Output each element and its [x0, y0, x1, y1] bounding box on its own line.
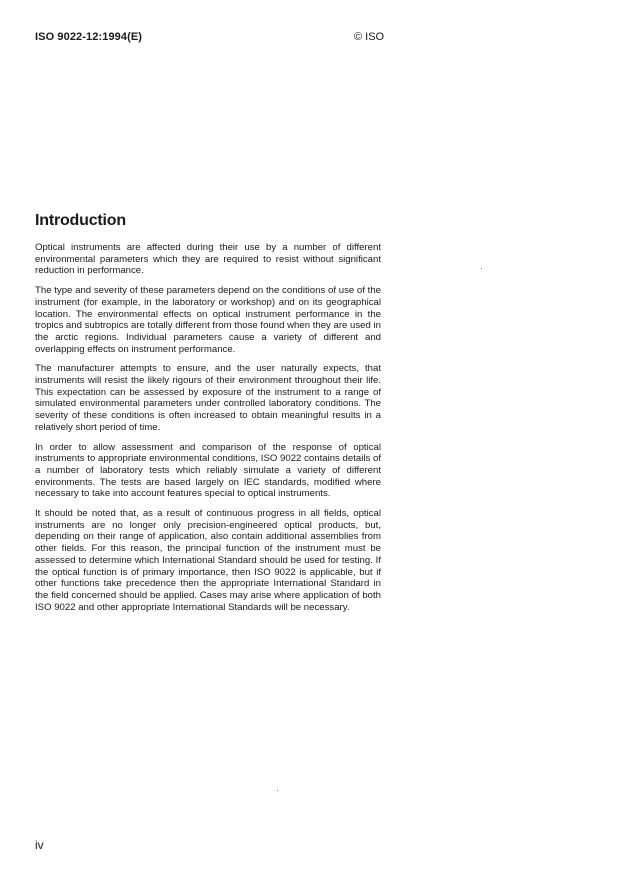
paragraph: The type and severity of these parameters depend on the conditions of use of the instrument (for example, in the laboratory or workshop) and on its geographical location. The environmental effects on optical instrument performance in the tropics and subtropics are totally different from those found when they are used in the arctic regions. Individual parameters cause a variety of different and overlapping effects on instrument performance. — [35, 285, 381, 355]
introduction-body — [35, 242, 381, 621]
page-number: iv — [35, 838, 44, 852]
section-title: Introduction — [35, 212, 126, 229]
standard-reference: ISO 9022-12:1994(E) — [35, 31, 143, 43]
scan-speck — [277, 790, 278, 791]
paragraph: The manufacturer attempts to ensure, and the user naturally expects, that instruments will resist the likely rigours of their environment throughout their life. This expectation can be assessed by exposure of the instrument to a range of simulated environmental parameters under controlled laboratory conditions. The severity of these conditions is often increased to obtain meaningful results in a relatively short period of time. — [35, 363, 381, 433]
paragraph: In order to allow assessment and comparison of the response of optical instruments to appropriate environmental conditions, ISO 9022 contains details of a number of laboratory tests which reliably simulate a variety of different environments. The tests are based largely on IEC standards, modified where necessary to take into account features special to optical instruments. — [35, 441, 381, 500]
paragraph: Optical instruments are affected during their use by a number of different environmental parameters which they are required to resist without significant reduction in performance. — [35, 242, 381, 277]
scan-speck — [481, 268, 482, 269]
copyright-notice: © ISO — [354, 31, 385, 43]
paragraph: It should be noted that, as a result of continuous progress in all fields, optical instruments are no longer only precision-engineered optical products, but, depending on their range of application, also contain additional assemblies from other fields. For this reason, the principal function of the instrument must be assessed to determine which International Standard should be used for testing. If the optical function is of primary importance, then ISO 9022 is applicable, but if other functions take precedence then the appropriate International Standard in the field concerned should be applied. Cases may arise where application of both ISO 9022 and other appropriate International Standards will be necessary. — [35, 508, 381, 613]
